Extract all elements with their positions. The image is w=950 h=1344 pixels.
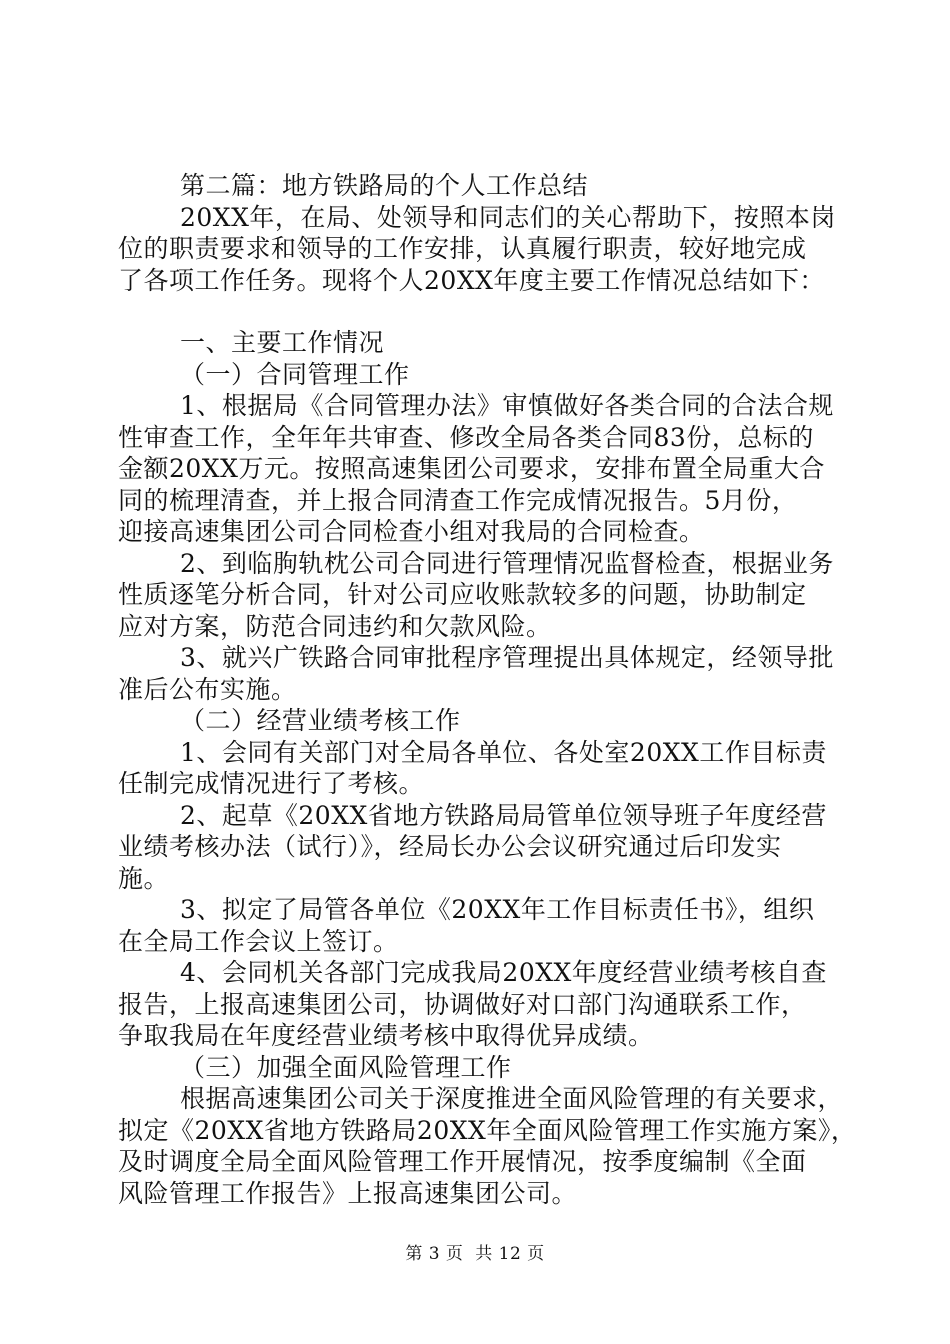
paragraph-line: 迎接高速集团公司合同检查小组对我局的合同检查。 <box>118 517 705 546</box>
page-footer <box>0 1243 950 1265</box>
paragraph-line: 争取我局在年度经营业绩考核中取得优异成绩。 <box>118 1021 654 1050</box>
paragraph-line: 施。 <box>118 863 170 893</box>
paragraph-line: 及时调度全局全面风险管理工作开展情况，按季度编制《全面 <box>118 1147 807 1176</box>
intro-line: 了各项工作任务。现将个人20XX年度主要工作情况总结如下： <box>118 265 825 295</box>
subsection-heading: （一）合同管理工作 <box>180 359 410 389</box>
paragraph-line: 1、会同有关部门对全局各单位、各处室20XX工作目标责 <box>180 737 827 767</box>
subsection-heading: （二）经营业绩考核工作 <box>180 706 461 735</box>
paragraph-line: 风险管理工作报告》上报高速集团公司。 <box>118 1178 578 1208</box>
document-title: 第二篇：地方铁路局的个人工作总结 <box>180 171 589 200</box>
paragraph-line: 3、就兴广铁路合同审批程序管理提出具体规定，经领导批 <box>180 643 834 672</box>
paragraph-line: 1、根据局《合同管理办法》审慎做好各类合同的合法合规 <box>180 391 834 420</box>
paragraph-line: 拟定《20XX省地方铁路局20XX年全面风险管理工作实施方案》， <box>118 1115 857 1145</box>
paragraph-line: 准后公布实施。 <box>118 674 297 704</box>
section-heading: 一、主要工作情况 <box>180 328 385 357</box>
paragraph-line: 性质逐笔分析合同，针对公司应收账款较多的问题，协助制定 <box>118 580 807 609</box>
paragraph-line: 性审查工作，全年年共审查、修改全局各类合同83份，总标的 <box>118 422 814 452</box>
paragraph-line: 业绩考核办法（试行）》，经局长办公会议研究通过后印发实 <box>118 832 782 861</box>
intro-line: 位的职责要求和领导的工作安排，认真履行职责，较好地完成 <box>118 234 807 263</box>
paragraph-line: 金额20XX万元。按照高速集团公司要求，安排布置全局重大合 <box>118 454 825 483</box>
paragraph-line: 4、会同机关各部门完成我局20XX年度经营业绩考核自查 <box>180 958 827 987</box>
page-number: 第 3 页 共 12 页 <box>405 1244 545 1264</box>
document-body <box>118 170 857 1209</box>
intro-line: 20XX年，在局、处领导和同志们的关心帮助下，按照本岗 <box>180 202 836 232</box>
paragraph-line: 2、到临朐轨枕公司合同进行管理情况监督检查，根据业务 <box>180 548 834 578</box>
subsection-heading: （三）加强全面风险管理工作 <box>180 1052 512 1082</box>
paragraph-line: 2、起草《20XX省地方铁路局局管单位领导班子年度经营 <box>180 800 827 830</box>
paragraph-line: 根据高速集团公司关于深度推进全面风险管理的有关要求， <box>180 1084 844 1113</box>
paragraph-gap <box>118 296 838 327</box>
paragraph-line: 在全局工作会议上签订。 <box>118 926 399 956</box>
paragraph-line: 同的梳理清查，并上报合同清查工作完成情况报告。5月份， <box>118 485 798 515</box>
paragraph-line: 报告，上报高速集团公司，协调做好对口部门沟通联系工作， <box>118 989 807 1019</box>
paragraph-line: 任制完成情况进行了考核。 <box>118 769 425 798</box>
paragraph-line: 应对方案，防范合同违约和欠款风险。 <box>118 611 552 641</box>
paragraph-line: 3、拟定了局管各单位《20XX年工作目标责任书》，组织 <box>180 895 815 924</box>
